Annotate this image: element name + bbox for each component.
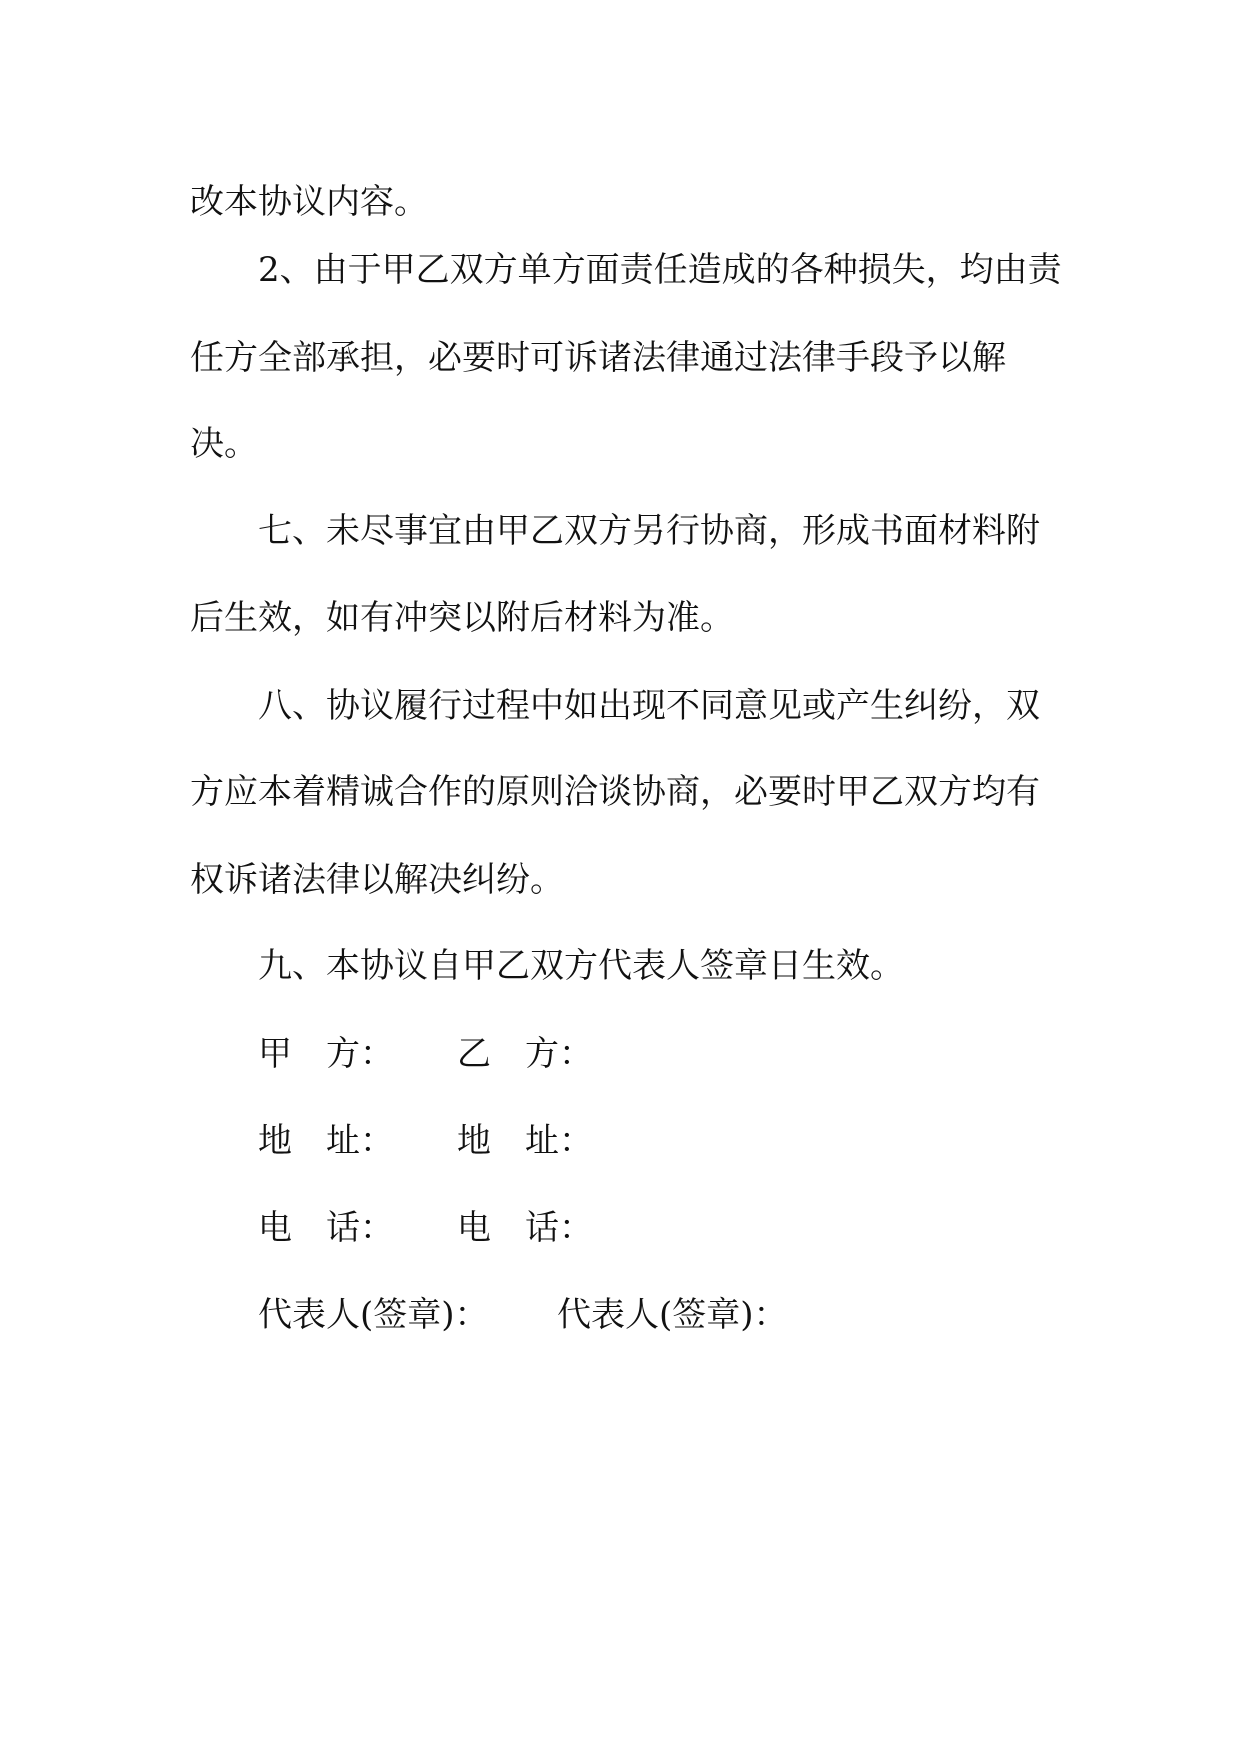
clause-8-line: 方应本着精诚合作的原则洽谈协商，必要时甲乙双方均有 bbox=[190, 772, 1040, 812]
party-a-label: 甲 方： bbox=[258, 1034, 394, 1074]
representative-a-label: 代表人(签章)： bbox=[258, 1295, 489, 1335]
clause-8-line: 八、协议履行过程中如出现不同意见或产生纠纷，双 bbox=[258, 686, 1040, 726]
clause-9-line: 九、本协议自甲乙双方代表人签章日生效。 bbox=[258, 946, 904, 986]
phone-b-label: 电 话： bbox=[457, 1208, 593, 1248]
address-a-label: 地 址： bbox=[258, 1121, 394, 1161]
clause-2-line: 任方全部承担，必要时可诉诸法律通过法律手段予以解 bbox=[190, 338, 1006, 378]
representative-b-label: 代表人(签章)： bbox=[557, 1295, 788, 1335]
clause-7-line: 后生效，如有冲突以附后材料为准。 bbox=[190, 598, 734, 638]
clause-7-line: 七、未尽事宜由甲乙双方另行协商，形成书面材料附 bbox=[258, 511, 1040, 551]
clause-2-line: 决。 bbox=[190, 424, 258, 464]
party-b-label: 乙 方： bbox=[457, 1034, 593, 1074]
address-b-label: 地 址： bbox=[457, 1121, 593, 1161]
clause-8-line: 权诉诸法律以解决纠纷。 bbox=[190, 860, 564, 900]
paragraph-line: 改本协议内容。 bbox=[190, 182, 428, 222]
clause-2-line: 2、由于甲乙双方单方面责任造成的各种损失，均由责 bbox=[258, 250, 1062, 290]
phone-a-label: 电 话： bbox=[258, 1208, 394, 1248]
